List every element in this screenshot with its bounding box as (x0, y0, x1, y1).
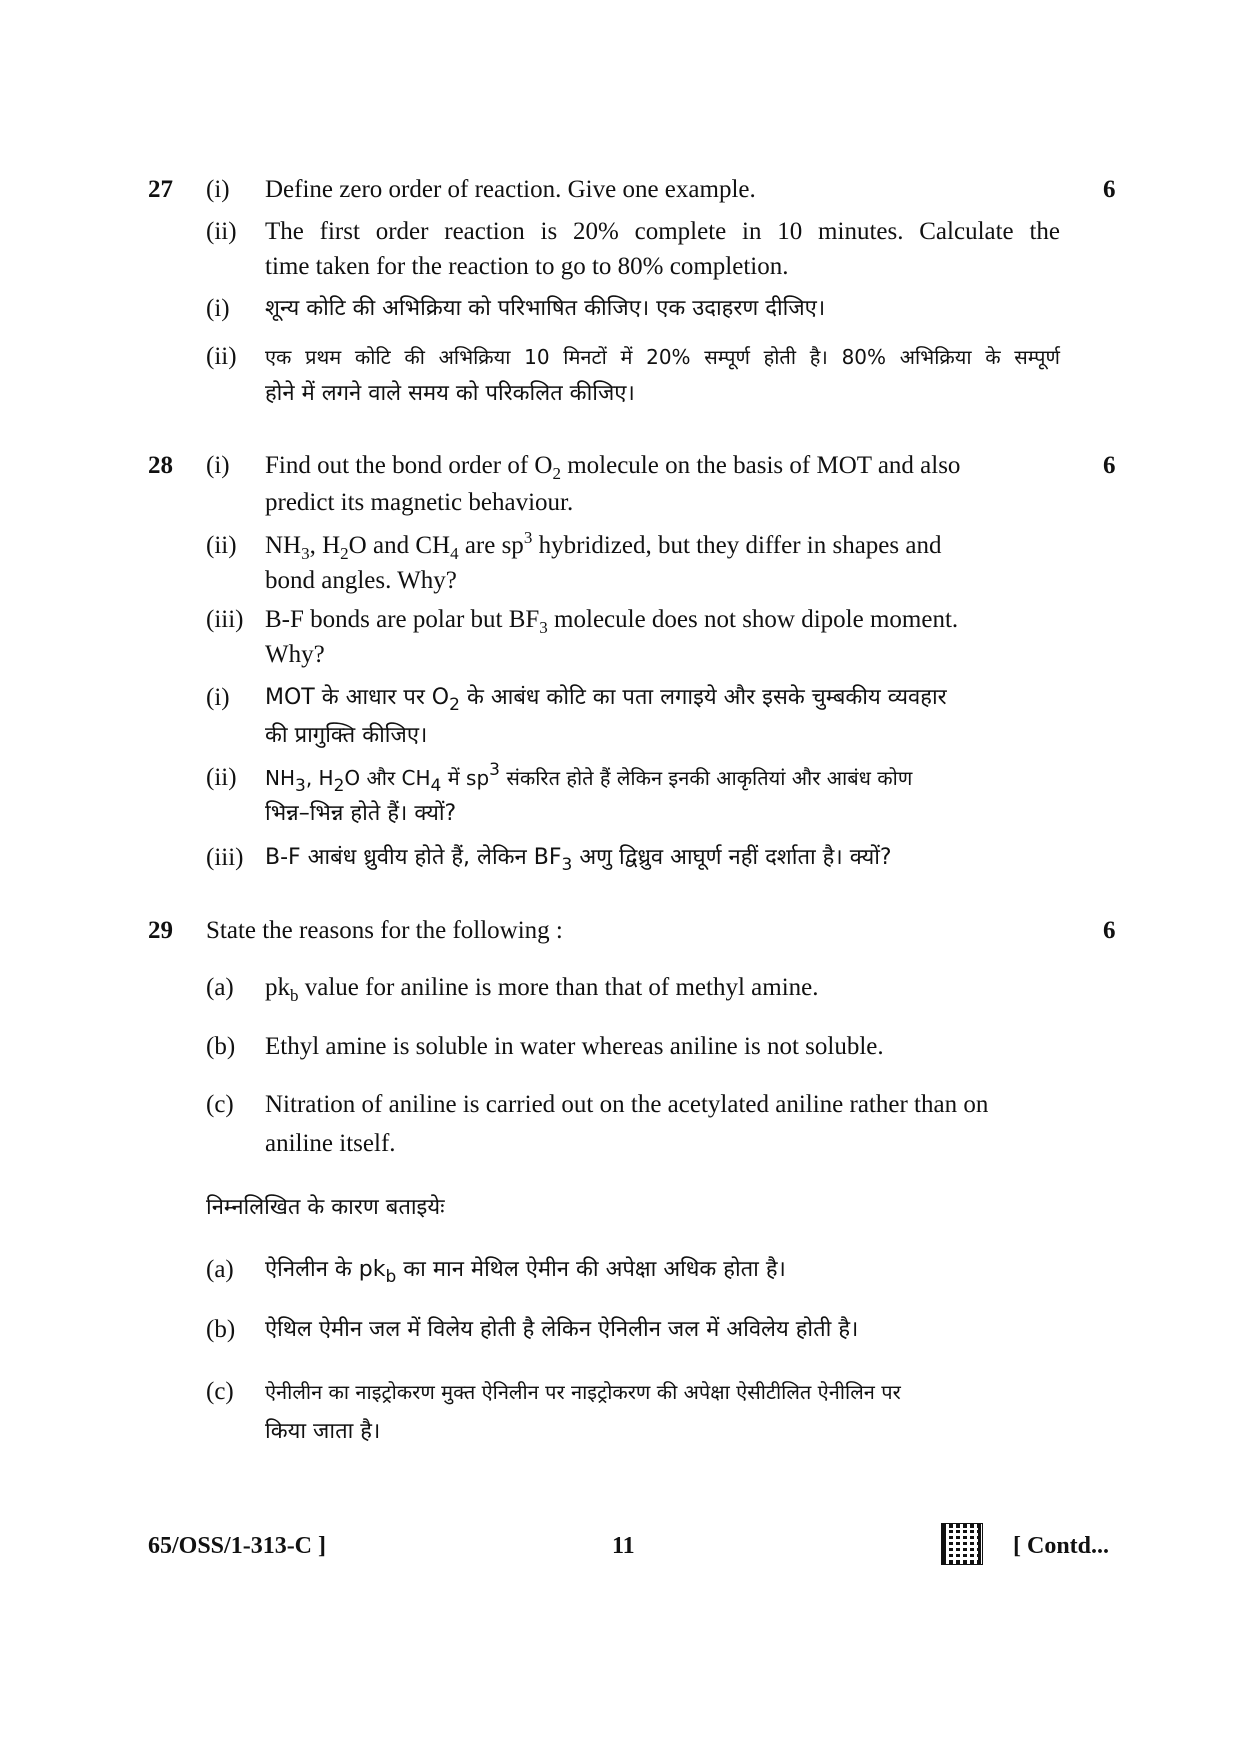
q28-hi-i-label: (i) (206, 684, 230, 711)
q28-hi-iii-line1: B-F आबंध ध्रुवीय होते हैं, लेकिन $BF_3$ अणु द्विध्रुव आघूर्ण नहीं दर्शाता है। क्यों? (265, 845, 892, 875)
q29-en-b-text: Ethyl amine is soluble in water whereas aniline is not soluble. (265, 1033, 884, 1060)
q29-en-a-label: (a) (206, 974, 234, 1001)
q29-en-b-label: (b) (206, 1033, 236, 1060)
q28-hi-i-line1: MOT के आधार पर $O_2$ के आबंध कोटि का पता लगाइये और इसके चुम्बकीय व्यवहार (265, 685, 947, 715)
q28-hi-iii-label: (iii) (206, 844, 244, 871)
q29-hi-b-text: ऐथिल ऐमीन जल में विलेय होती है लेकिन ऐनिलीन जल में अविलेय होती है। (265, 1317, 859, 1342)
q27-en-ii-line2: time taken for the reaction to go to 80% completion. (265, 253, 789, 280)
marks-28: 6 (1103, 452, 1116, 479)
q29-en-c-line2: aniline itself. (265, 1130, 396, 1157)
q29-hi-stem: निम्नलिखित के कारण बताइयेः (206, 1195, 445, 1220)
q28-en-iii-label: (iii) (206, 606, 244, 633)
q28-hi-ii-line1: $NH_3$, $H_2O$ और $CH_4$ में $sp^3$ संकरित होते हैं लेकिन इनकी आकृतियां और आबंध कोण (265, 760, 913, 796)
q28-en-i-line1: Find out the bond order of $O_2$ molecule on the basis of MOT and also (265, 452, 961, 483)
q27-hi-i-text: शून्य कोटि की अभिक्रिया को परिभाषित कीजिए। एक उदाहरण दीजिए। (265, 296, 826, 321)
q29-en-a-text: $pk_b$ value for aniline is more than that of methyl amine. (265, 974, 819, 1005)
question-number-27: 27 (148, 176, 173, 203)
q27-en-i-label: (i) (206, 176, 230, 203)
q29-hi-c-label: (c) (206, 1378, 234, 1405)
q28-en-ii-label: (ii) (206, 532, 237, 559)
marks-27: 6 (1103, 176, 1116, 203)
q29-en-stem: State the reasons for the following : (206, 917, 563, 944)
q29-hi-a-label: (a) (206, 1256, 234, 1283)
question-number-28: 28 (148, 452, 173, 479)
q27-hi-ii-line2: होने में लगने वाले समय को परिकलित कीजिए। (265, 381, 635, 406)
q28-hi-ii-label: (ii) (206, 764, 237, 791)
q28-en-ii-line1: $NH_3$, $H_2O$ and $CH_4$ are $sp^3$ hybridized, but they differ in shapes and (265, 528, 942, 563)
q28-en-iii-line1: B-F bonds are polar but $BF_3$ molecule does not show dipole moment. (265, 606, 959, 637)
q27-hi-ii-label: (ii) (206, 343, 237, 370)
q28-hi-ii-line2: भिन्न–भिन्न होते हैं। क्यों? (265, 801, 457, 826)
q27-hi-i-label: (i) (206, 295, 230, 322)
q29-en-c-label: (c) (206, 1091, 234, 1118)
q29-hi-b-label: (b) (206, 1316, 236, 1343)
q27-en-ii-line1: The first order reaction is 20% complete in 10 minutes. Calculate the (265, 218, 1060, 245)
q28-en-i-line2: predict its magnetic behaviour. (265, 489, 574, 516)
contd-label: [ Contd... (1013, 1533, 1110, 1559)
marks-29: 6 (1103, 917, 1116, 944)
q27-en-i-text: Define zero order of reaction. Give one example. (265, 176, 756, 203)
qr-code-icon (942, 1524, 982, 1564)
page-number: 11 (612, 1533, 635, 1559)
q29-hi-c-line1: ऐनीलीन का नाइट्रोकरण मुक्त ऐनिलीन पर नाइट्रोकरण की अपेक्षा ऐसीटीलित ऐनीलिन पर (265, 1380, 901, 1404)
paper-code: 65/OSS/1-313-C ] (148, 1533, 327, 1559)
q27-en-ii-label: (ii) (206, 218, 237, 245)
q29-en-c-line1: Nitration of aniline is carried out on the acetylated aniline rather than on (265, 1091, 989, 1118)
q29-hi-c-line2: किया जाता है। (265, 1419, 381, 1444)
q27-hi-ii-line1: एक प्रथम कोटि की अभिक्रिया 10 मिनटों में 20% सम्पूर्ण होती है। 80% अभिक्रिया के सम्पूर्ण (265, 345, 1060, 369)
question-number-29: 29 (148, 917, 173, 944)
q28-en-iii-line2: Why? (265, 641, 325, 668)
q28-hi-i-line2: की प्रागुक्ति कीजिए। (265, 723, 428, 748)
q29-hi-a-text: ऐनिलीन के $pk_b$ का मान मेथिल ऐमीन की अपेक्षा अधिक होता है। (265, 1257, 786, 1287)
q28-en-i-label: (i) (206, 452, 230, 479)
q28-en-ii-line2: bond angles. Why? (265, 567, 457, 594)
